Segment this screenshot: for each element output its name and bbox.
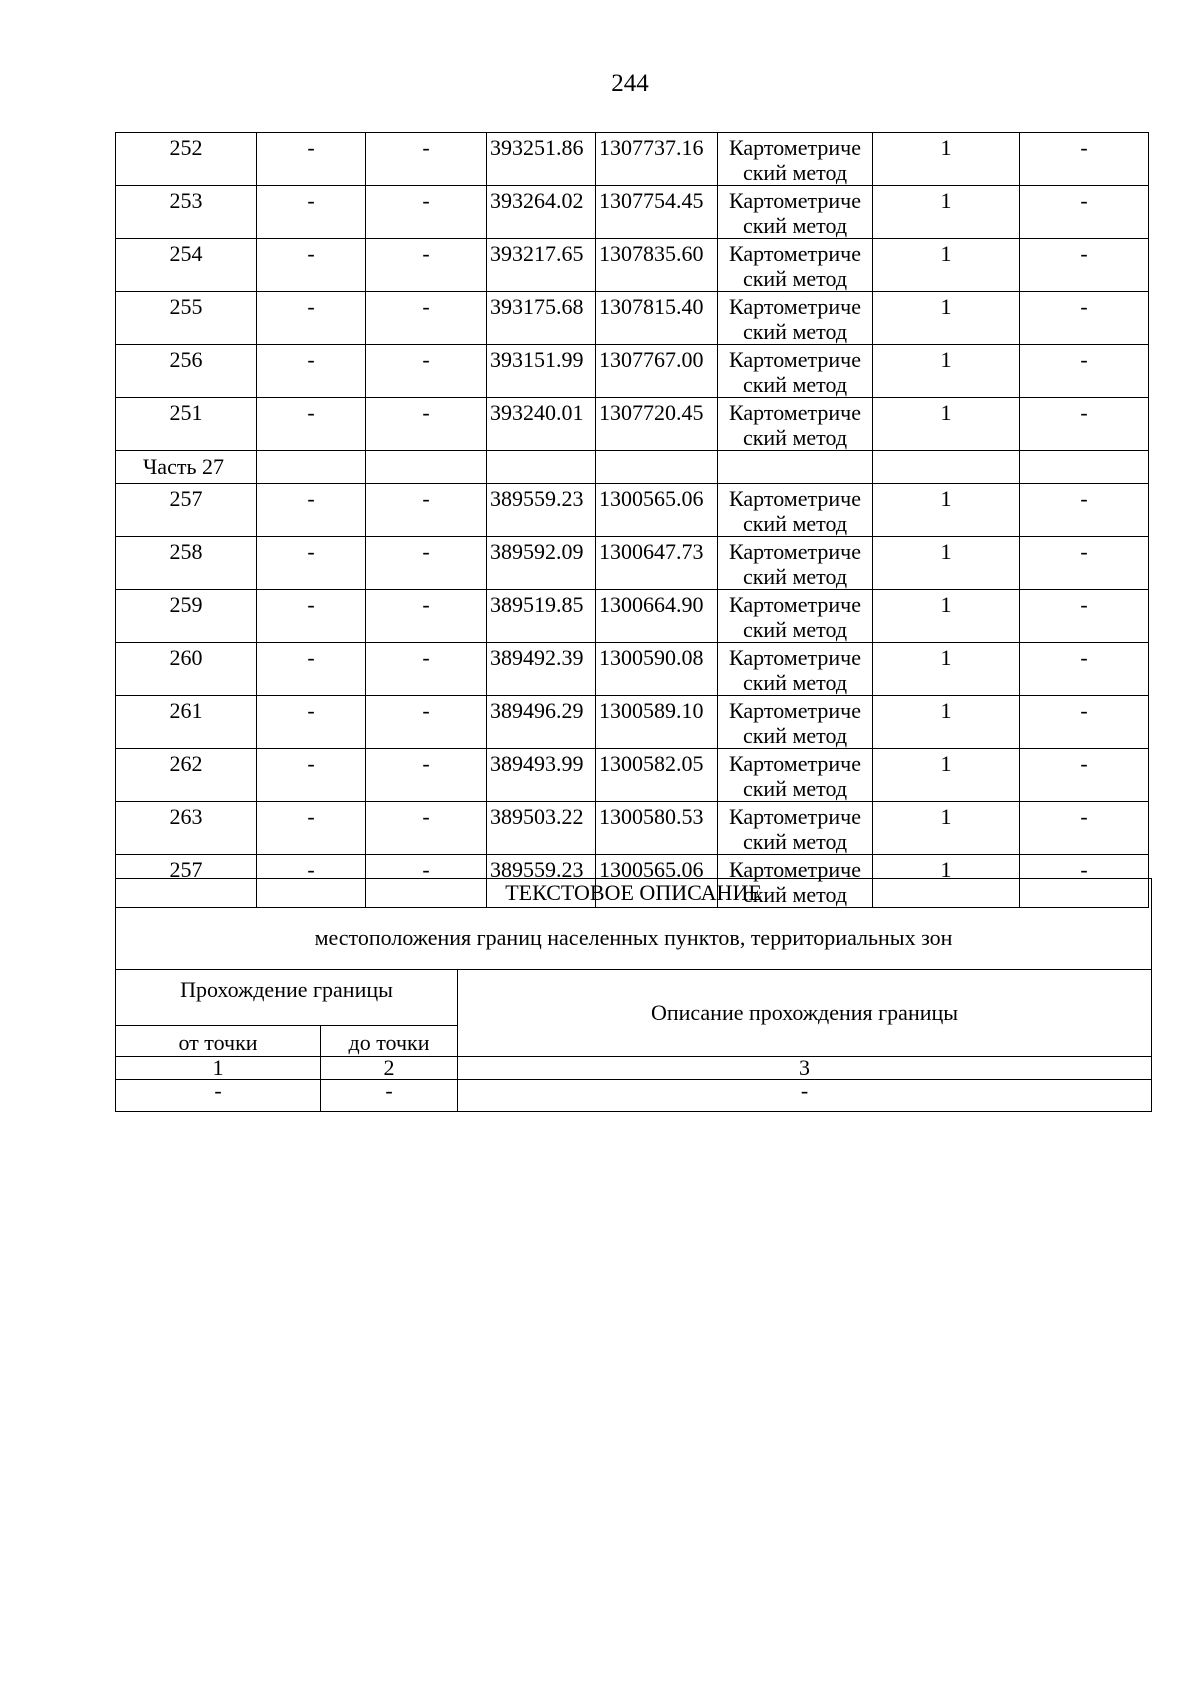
point-number: 257 xyxy=(116,484,257,537)
accuracy-value: 1 xyxy=(873,239,1020,292)
method-line-2: ский метод xyxy=(742,776,848,801)
last-column-value: - xyxy=(1020,802,1149,855)
passage-description-value: - xyxy=(458,1080,1152,1112)
method-line-2: ский метод xyxy=(742,882,848,907)
empty-cell xyxy=(366,451,487,484)
method-line-2: ский метод xyxy=(742,213,848,238)
point-number: 261 xyxy=(116,696,257,749)
column-2-value: - xyxy=(257,802,366,855)
column-3-value: - xyxy=(366,590,487,643)
point-number: 258 xyxy=(116,537,257,590)
from-point-value: - xyxy=(116,1080,321,1112)
column-2-value: - xyxy=(257,345,366,398)
table-row xyxy=(116,398,1149,451)
coordinates-table xyxy=(115,132,1149,908)
method-cell xyxy=(718,696,873,749)
y-coordinate: 1300664.90 xyxy=(596,590,718,643)
table-row xyxy=(116,292,1149,345)
y-coordinate: 1300590.08 xyxy=(596,643,718,696)
table-row xyxy=(116,749,1149,802)
description-subtitle: местоположения границ населенных пунктов, территориальных зон xyxy=(314,925,953,950)
x-coordinate: 393251.86 xyxy=(487,133,596,186)
from-point-header: от точки xyxy=(116,1026,321,1057)
point-number: 255 xyxy=(116,292,257,345)
method-line-2: ский метод xyxy=(742,564,848,589)
method-line-2: ский метод xyxy=(742,372,848,397)
method-line-2: ский метод xyxy=(742,617,848,642)
last-column-value: - xyxy=(1020,537,1149,590)
method-cell xyxy=(718,186,873,239)
column-2-value: - xyxy=(257,133,366,186)
accuracy-value: 1 xyxy=(873,484,1020,537)
y-coordinate: 1307835.60 xyxy=(596,239,718,292)
column-3-value: - xyxy=(366,239,487,292)
x-coordinate: 389493.99 xyxy=(487,749,596,802)
to-point-header: до точки xyxy=(321,1026,458,1057)
column-3-value: - xyxy=(366,802,487,855)
last-column-value: - xyxy=(1020,398,1149,451)
column-number-1: 1 xyxy=(116,1057,321,1080)
accuracy-value: 1 xyxy=(873,696,1020,749)
y-coordinate: 1307754.45 xyxy=(596,186,718,239)
accuracy-value: 1 xyxy=(873,643,1020,696)
y-coordinate: 1300589.10 xyxy=(596,696,718,749)
method-line-1: Картометриче xyxy=(729,592,861,617)
method-line-2: ский метод xyxy=(742,723,848,748)
column-3-value: - xyxy=(366,855,487,908)
method-line-1: Картометриче xyxy=(729,294,861,319)
table-row xyxy=(116,484,1149,537)
column-3-value: - xyxy=(366,398,487,451)
boundary-passage-header: Прохождение границы xyxy=(116,970,458,1026)
table-row xyxy=(116,802,1149,855)
x-coordinate: 389559.23 xyxy=(487,855,596,908)
table-row xyxy=(116,537,1149,590)
part-label: Часть 27 xyxy=(116,451,257,484)
x-coordinate: 393264.02 xyxy=(487,186,596,239)
column-3-value: - xyxy=(366,345,487,398)
point-number: 260 xyxy=(116,643,257,696)
x-coordinate: 389519.85 xyxy=(487,590,596,643)
accuracy-value: 1 xyxy=(873,133,1020,186)
accuracy-value: 1 xyxy=(873,590,1020,643)
description-header xyxy=(116,879,1152,970)
y-coordinate: 1307737.16 xyxy=(596,133,718,186)
table-row xyxy=(116,696,1149,749)
x-coordinate: 389503.22 xyxy=(487,802,596,855)
x-coordinate: 389492.39 xyxy=(487,643,596,696)
last-column-value: - xyxy=(1020,749,1149,802)
method-cell xyxy=(718,345,873,398)
method-line-1: Картометриче xyxy=(729,804,861,829)
accuracy-value: 1 xyxy=(873,802,1020,855)
column-2-value: - xyxy=(257,696,366,749)
text-description-table xyxy=(115,878,1152,1112)
method-line-2: ский метод xyxy=(742,425,848,450)
point-number: 251 xyxy=(116,398,257,451)
column-number-3: 3 xyxy=(458,1057,1152,1080)
method-cell xyxy=(718,802,873,855)
y-coordinate: 1300647.73 xyxy=(596,537,718,590)
y-coordinate: 1300565.06 xyxy=(596,855,718,908)
x-coordinate: 389496.29 xyxy=(487,696,596,749)
point-number: 257 xyxy=(116,855,257,908)
last-column-value: - xyxy=(1020,133,1149,186)
part-row xyxy=(116,451,1149,484)
column-2-value: - xyxy=(257,398,366,451)
method-line-1: Картометриче xyxy=(729,539,861,564)
point-number: 253 xyxy=(116,186,257,239)
method-line-1: Картометриче xyxy=(729,400,861,425)
method-line-2: ский метод xyxy=(742,319,848,344)
point-number: 254 xyxy=(116,239,257,292)
last-column-value: - xyxy=(1020,292,1149,345)
page-number: 244 xyxy=(611,70,649,97)
x-coordinate: 393217.65 xyxy=(487,239,596,292)
x-coordinate: 389592.09 xyxy=(487,537,596,590)
description-title: ТЕКСТОВОЕ ОПИСАНИЕ xyxy=(505,880,762,905)
method-line-1: Картометриче xyxy=(729,645,861,670)
y-coordinate: 1307720.45 xyxy=(596,398,718,451)
column-3-value: - xyxy=(366,484,487,537)
column-2-value: - xyxy=(257,239,366,292)
accuracy-value: 1 xyxy=(873,855,1020,908)
table-row xyxy=(116,643,1149,696)
y-coordinate: 1307815.40 xyxy=(596,292,718,345)
y-coordinate: 1300565.06 xyxy=(596,484,718,537)
last-column-value: - xyxy=(1020,345,1149,398)
x-coordinate: 389559.23 xyxy=(487,484,596,537)
last-column-value: - xyxy=(1020,855,1149,908)
point-number: 256 xyxy=(116,345,257,398)
table-row xyxy=(116,133,1149,186)
column-3-value: - xyxy=(366,292,487,345)
method-cell xyxy=(718,484,873,537)
empty-cell xyxy=(596,451,718,484)
method-line-2: ский метод xyxy=(742,829,848,854)
last-column-value: - xyxy=(1020,590,1149,643)
point-number: 262 xyxy=(116,749,257,802)
column-2-value: - xyxy=(257,643,366,696)
column-2-value: - xyxy=(257,537,366,590)
table-row xyxy=(116,186,1149,239)
accuracy-value: 1 xyxy=(873,749,1020,802)
last-column-value: - xyxy=(1020,186,1149,239)
method-cell xyxy=(718,590,873,643)
x-coordinate: 393175.68 xyxy=(487,292,596,345)
y-coordinate: 1300582.05 xyxy=(596,749,718,802)
column-3-value: - xyxy=(366,749,487,802)
method-cell xyxy=(718,398,873,451)
last-column-value: - xyxy=(1020,696,1149,749)
column-2-value: - xyxy=(257,855,366,908)
column-3-value: - xyxy=(366,133,487,186)
method-cell xyxy=(718,537,873,590)
table-row xyxy=(116,590,1149,643)
column-2-value: - xyxy=(257,590,366,643)
method-line-1: Картометриче xyxy=(729,135,861,160)
accuracy-value: 1 xyxy=(873,186,1020,239)
accuracy-value: 1 xyxy=(873,537,1020,590)
y-coordinate: 1300580.53 xyxy=(596,802,718,855)
to-point-value: - xyxy=(321,1080,458,1112)
column-2-value: - xyxy=(257,292,366,345)
column-3-value: - xyxy=(366,696,487,749)
passage-description-header: Описание прохождения границы xyxy=(458,970,1152,1057)
point-number: 263 xyxy=(116,802,257,855)
method-line-1: Картометриче xyxy=(729,241,861,266)
empty-cell xyxy=(1020,451,1149,484)
empty-cell xyxy=(718,451,873,484)
method-line-1: Картометриче xyxy=(729,188,861,213)
method-line-1: Картометриче xyxy=(729,857,861,882)
column-number-2: 2 xyxy=(321,1057,458,1080)
accuracy-value: 1 xyxy=(873,398,1020,451)
column-3-value: - xyxy=(366,537,487,590)
method-line-1: Картометриче xyxy=(729,698,861,723)
method-cell xyxy=(718,239,873,292)
method-line-2: ский метод xyxy=(742,160,848,185)
column-2-value: - xyxy=(257,749,366,802)
method-cell xyxy=(718,749,873,802)
table-row xyxy=(116,345,1149,398)
x-coordinate: 393240.01 xyxy=(487,398,596,451)
empty-cell xyxy=(257,451,366,484)
method-line-2: ский метод xyxy=(742,266,848,291)
column-2-value: - xyxy=(257,186,366,239)
method-cell xyxy=(718,643,873,696)
last-column-value: - xyxy=(1020,643,1149,696)
y-coordinate: 1307767.00 xyxy=(596,345,718,398)
method-line-2: ский метод xyxy=(742,511,848,536)
last-column-value: - xyxy=(1020,484,1149,537)
column-3-value: - xyxy=(366,186,487,239)
method-cell xyxy=(718,133,873,186)
method-line-1: Картометриче xyxy=(729,486,861,511)
accuracy-value: 1 xyxy=(873,345,1020,398)
method-line-1: Картометриче xyxy=(729,347,861,372)
empty-cell xyxy=(487,451,596,484)
method-line-2: ский метод xyxy=(742,670,848,695)
table-row xyxy=(116,239,1149,292)
column-3-value: - xyxy=(366,643,487,696)
method-line-1: Картометриче xyxy=(729,751,861,776)
method-cell xyxy=(718,292,873,345)
empty-cell xyxy=(873,451,1020,484)
point-number: 259 xyxy=(116,590,257,643)
x-coordinate: 393151.99 xyxy=(487,345,596,398)
last-column-value: - xyxy=(1020,239,1149,292)
accuracy-value: 1 xyxy=(873,292,1020,345)
point-number: 252 xyxy=(116,133,257,186)
column-2-value: - xyxy=(257,484,366,537)
